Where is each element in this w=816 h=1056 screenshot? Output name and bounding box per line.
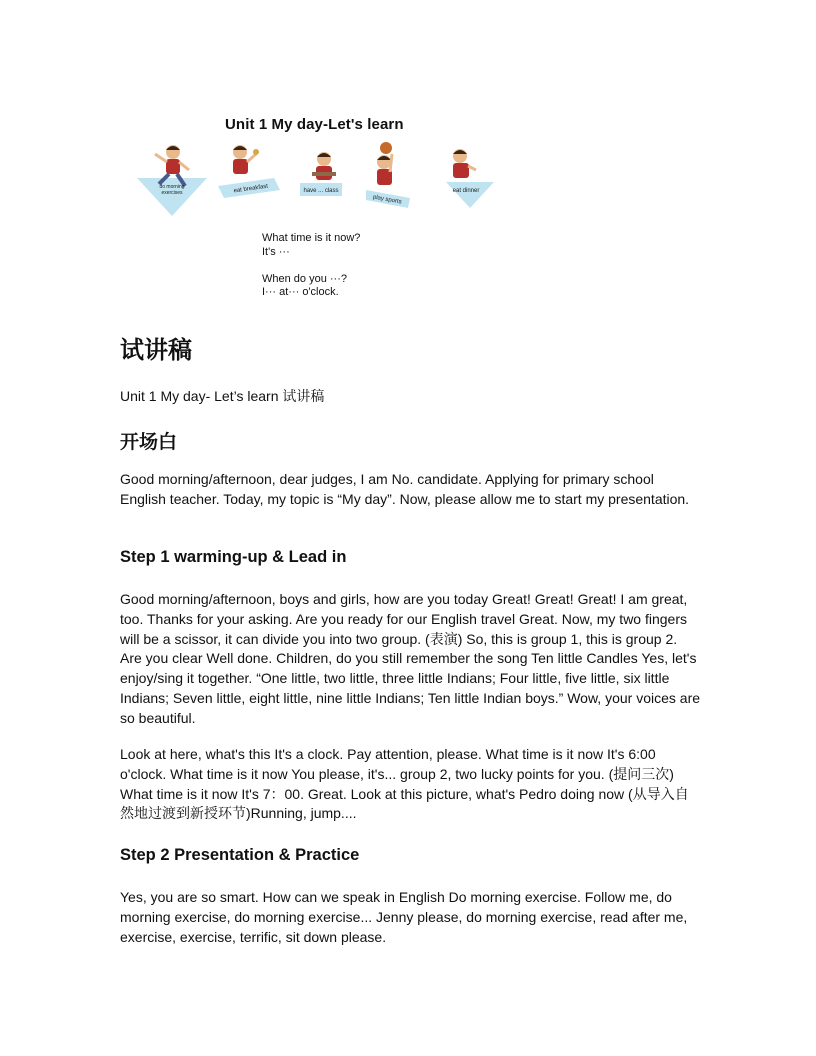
step1-paragraph: Look at here, what's this It's a clock. Pay attention, please. What time is it now It's 6:00 o'clock. What time is it now You please, it's... group 2, two lucky points for you. (提问三次) What time is it now It's 7：00. Great. Look at this picture, what's Pedro doing now (从导入自然地过渡到新授环节)Running, jump....: [120, 746, 689, 822]
svg-text:exercises: exercises: [161, 190, 183, 196]
svg-text:eat dinner: eat dinner: [452, 188, 480, 194]
step2-paragraph: Yes, you are so smart. How can we speak in English Do morning exercise. Follow me, do morning exercise, do morning exercise... Jenny please, do morning exercise, read after me, exercise, exercise, terrific, sit down please.: [120, 889, 688, 945]
boy-eating-icon: [218, 138, 288, 218]
qa-line: What time is it now?: [262, 232, 361, 244]
boy-class-icon: [298, 145, 368, 225]
svg-text:eat breakfast: eat breakfast: [233, 183, 269, 195]
svg-text:have ... class: have ... class: [303, 188, 339, 194]
step1-paragraph: Good morning/afternoon, boys and girls, how are you today Great! Great! Great! I am great, too. Thanks for your asking. Are you ready for our English travel Great. Now, my two fingers will be a scissor, it can divide you into two group. (表演) So, this is group 1, this is group 2. Are you clear Well done. Children, do you still remember the song Ten little Candles Yes, let's enjoy/sing it together. “One little, two little, three little Indians; Four little, five little, six little Indians; Seven little, eight little, nine little Indians; Ten little Indian boys.” Wow, your voices are so beautiful.: [120, 591, 701, 726]
step1-heading: Step 1 warming-up & Lead in: [120, 548, 347, 566]
figure-label: do morning: [159, 184, 185, 190]
document-subtitle: Unit 1 My day- Let’s learn 试讲稿: [120, 388, 325, 404]
opening-paragraph: Good morning/afternoon, dear judges, I am No. candidate. Applying for primary school English teacher. Today, my topic is “My day”. Now, please allow me to start my presentation.: [120, 471, 690, 507]
boy-exercising-icon: [137, 140, 207, 220]
qa-line: I··· at··· o'clock.: [262, 286, 339, 298]
section-opening-heading: 开场白: [120, 431, 178, 453]
qa-line: When do you ···?: [262, 272, 347, 285]
boy-ball-icon: [366, 142, 436, 222]
boy-dinner-icon: [446, 144, 516, 224]
unit-title: Unit 1 My day-Let's learn: [225, 116, 404, 133]
document-title: 试讲稿: [120, 336, 192, 364]
step2-heading: Step 2 Presentation & Practice: [120, 846, 360, 864]
svg-text:play sports: play sports: [372, 194, 402, 206]
qa-line: It's ···: [262, 245, 290, 258]
qa-prompts: [262, 232, 360, 300]
